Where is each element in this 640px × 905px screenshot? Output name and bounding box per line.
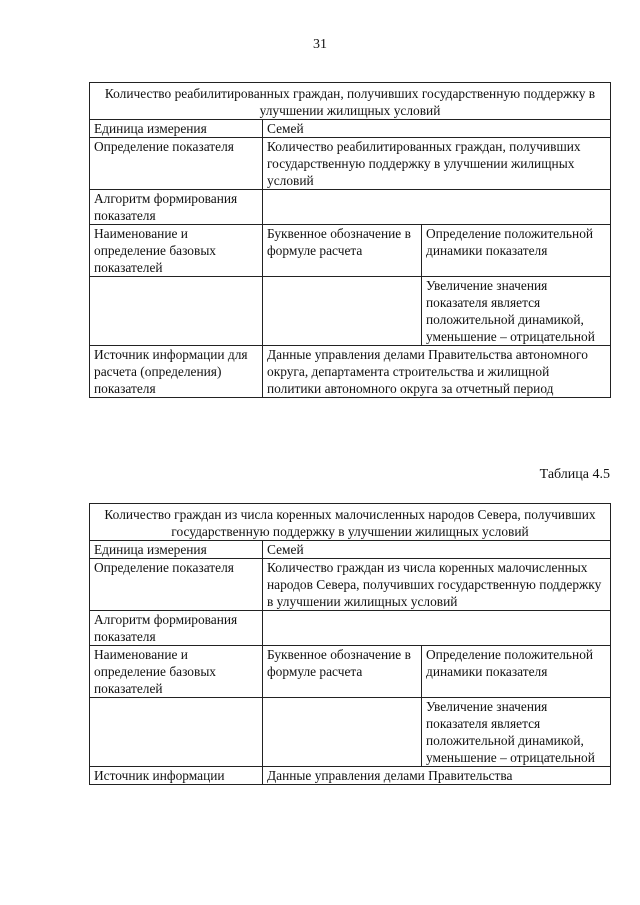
table-row-definition (90, 138, 611, 190)
empty-cell (90, 277, 263, 346)
table-row-algorithm (90, 611, 611, 646)
dynamics-label: Определение положительной динамики показателя (422, 225, 611, 277)
table-row-definition (90, 559, 611, 611)
definition-value: Количество граждан из числа коренных малочисленных народов Севера, получивших государственную поддержку в улучшении жилищных условий (263, 559, 611, 611)
dynamics-value: Увеличение значения показателя является положительной динамикой, уменьшение – отрицательной (422, 277, 611, 346)
dynamics-label: Определение положительной динамики показателя (422, 646, 611, 698)
unit-value: Семей (263, 120, 611, 138)
table-row-base-indicators (90, 225, 611, 277)
table-caption: Таблица 4.5 (539, 467, 610, 482)
letter-designation-label: Буквенное обозначение в формуле расчета (263, 225, 422, 277)
table-row-dynamics (90, 698, 611, 767)
page-number: 31 (313, 37, 327, 52)
table-title-row (90, 83, 611, 120)
source-label: Источник информации для расчета (определения) показателя (90, 346, 263, 398)
table-row-base-indicators (90, 646, 611, 698)
table-row-dynamics (90, 277, 611, 346)
letter-designation-label: Буквенное обозначение в формуле расчета (263, 646, 422, 698)
unit-value: Семей (263, 541, 611, 559)
source-label: Источник информации (90, 767, 263, 785)
unit-label: Единица измерения (90, 120, 263, 138)
table-row-unit (90, 120, 611, 138)
algorithm-value (263, 611, 611, 646)
base-names-label: Наименование и определение базовых показателей (90, 646, 263, 698)
definition-label: Определение показателя (90, 559, 263, 611)
dynamics-value: Увеличение значения показателя является положительной динамикой, уменьшение – отрицательной (422, 698, 611, 767)
algorithm-label: Алгоритм формирования показателя (90, 190, 263, 225)
indicator-table-rehabilitated (89, 82, 611, 398)
source-value: Данные управления делами Правительства автономного округа, департамента строительства и жилищной политики автономного округа за отчетный период (263, 346, 611, 398)
source-value: Данные управления делами Правительства (263, 767, 611, 785)
table-row-source (90, 767, 611, 785)
empty-cell (90, 698, 263, 767)
empty-cell (263, 698, 422, 767)
empty-cell (263, 277, 422, 346)
definition-label: Определение показателя (90, 138, 263, 190)
definition-value: Количество реабилитированных граждан, получивших государственную поддержку в улучшении жилищных условий (263, 138, 611, 190)
table-row-unit (90, 541, 611, 559)
indicator-table-indigenous (89, 503, 611, 785)
base-names-label: Наименование и определение базовых показателей (90, 225, 263, 277)
algorithm-label: Алгоритм формирования показателя (90, 611, 263, 646)
table-title: Количество граждан из числа коренных малочисленных народов Севера, получивших государственную поддержку в улучшении жилищных условий (90, 504, 611, 541)
unit-label: Единица измерения (90, 541, 263, 559)
table-title: Количество реабилитированных граждан, получивших государственную поддержку в улучшении жилищных условий (90, 83, 611, 120)
table-row-algorithm (90, 190, 611, 225)
algorithm-value (263, 190, 611, 225)
table-row-source (90, 346, 611, 398)
table-title-row (90, 504, 611, 541)
